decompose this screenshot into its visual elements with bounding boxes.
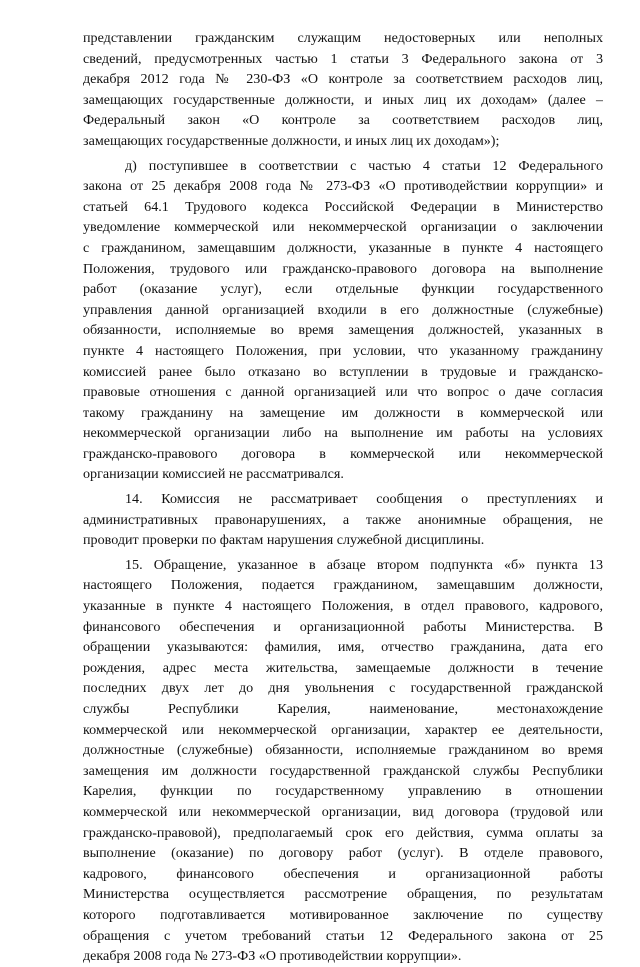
text-line: с гражданином, замещавшим должности, указанные в пункте 4 настоящего xyxy=(83,239,603,256)
text-line: представлении гражданским служащим недостоверных или неполных xyxy=(83,30,603,46)
text-line: замещающих государственные должности, и иных лиц их доходам»); xyxy=(83,132,500,149)
text-line: пункте 4 настоящего Положения, при условии, что указанному гражданину xyxy=(83,342,603,359)
text-line: некоммерческой организации либо на выполнение им работы на условиях xyxy=(83,425,603,442)
text-line: Федеральный закон «О контроле за соответствием расходов лиц, xyxy=(83,112,603,129)
text-line: последних двух лет до дня увольнения с государственной гражданской xyxy=(83,680,603,697)
text-line: сведений, предусмотренных частью 1 статьи 3 Федерального закона от 3 xyxy=(83,50,603,67)
text-line: гражданско-правовой), предполагаемый срок его действия, сумма оплаты за xyxy=(83,824,603,841)
text-line: Министерства осуществляется рассмотрение обращения, по результатам xyxy=(83,886,603,903)
text-line: коммерческой или некоммерческой организации, вид договора (трудовой или xyxy=(83,803,603,820)
text-line: комиссией ранее было отказано во вступлении в трудовые и гражданско- xyxy=(83,363,603,380)
text-line: финансового обеспечения и организационной работы Министерства. В xyxy=(83,618,603,635)
text-line: управления данной организацией входили в его должностные (служебные) xyxy=(83,301,603,318)
text-line: декабря 2012 года № 230-ФЗ «О контроле за соответствием расходов лиц, xyxy=(83,71,603,88)
text-line: обращении указываются: фамилия, имя, отчество гражданина, дата его xyxy=(83,639,603,656)
paragraph-subpoint-d xyxy=(83,156,603,486)
text-line: закона от 25 декабря 2008 года № 273-ФЗ «О противодействии коррупции» и xyxy=(83,178,603,195)
text-line: правовые отношения с данной организацией или что вопрос о даче согласия xyxy=(83,384,603,401)
text-line: такому гражданину на замещение им должности в коммерческой или xyxy=(83,404,603,421)
text-line: замещения им должности государственной гражданской службы Республики xyxy=(83,762,603,779)
text-line: указанные в пункте 4 настоящего Положения, в отдел правового, кадрового, xyxy=(83,598,603,615)
text-line: замещающих государственные должности, и иных лиц их доходам» (далее – xyxy=(83,91,603,108)
text-line: д) поступившее в соответствии с частью 4 статьи 12 Федерального xyxy=(125,157,603,174)
text-line: проводит проверки по фактам нарушения служебной дисциплины. xyxy=(83,532,485,549)
text-line: 15. Обращение, указанное в абзаце втором подпункта «б» пункта 13 xyxy=(125,556,603,573)
text-line: Положения, трудового или гражданско-правового договора на выполнение xyxy=(83,260,603,277)
text-line: службы Республики Карелия, наименование, местонахождение xyxy=(83,701,603,717)
paragraph-continuation xyxy=(83,28,603,152)
text-line: коммерческой или некоммерческой организации, характер ее деятельности, xyxy=(83,721,603,738)
text-line: обязанности, исполняемые во время замещения должностей, указанных в xyxy=(83,322,603,339)
document-page xyxy=(83,28,603,967)
text-line: административных правонарушениях, а также анонимные обращения, не xyxy=(83,511,603,528)
text-line: выполнение (оказание) по договору работ (услуг). В отделе правового, xyxy=(83,845,603,862)
paragraph-14 xyxy=(83,489,603,551)
text-line: гражданско-правового договора в коммерческой или некоммерческой xyxy=(83,445,603,462)
text-line: настоящего Положения, подается гражданином, замещавшим должности, xyxy=(83,577,603,594)
text-line: которого подготавливается мотивированное заключение по существу xyxy=(83,906,603,923)
text-line: Карелия, функции по государственному управлению в отношении xyxy=(83,783,603,800)
text-line: уведомление коммерческой или некоммерческой организации о заключении xyxy=(83,219,603,236)
text-line: кадрового, финансового обеспечения и организационной работы xyxy=(83,865,603,882)
text-line: обращения с учетом требований статьи 12 Федерального закона от 25 xyxy=(83,927,603,944)
text-line: статьей 64.1 Трудового кодекса Российской Федерации в Министерство xyxy=(83,198,603,215)
text-line: рождения, адрес места жительства, замещаемые должности в течение xyxy=(83,659,603,676)
text-line: работ (оказание услуг), если отдельные функции государственного xyxy=(83,281,603,298)
text-line: декабря 2008 года № 273-ФЗ «О противодействии коррупции». xyxy=(83,948,462,965)
text-line: должностные (служебные) обязанности, исполняемые гражданином во время xyxy=(83,742,603,759)
text-line: организации комиссией не рассматривался. xyxy=(83,466,344,483)
text-line: 14. Комиссия не рассматривает сообщения о преступлениях и xyxy=(125,491,603,508)
